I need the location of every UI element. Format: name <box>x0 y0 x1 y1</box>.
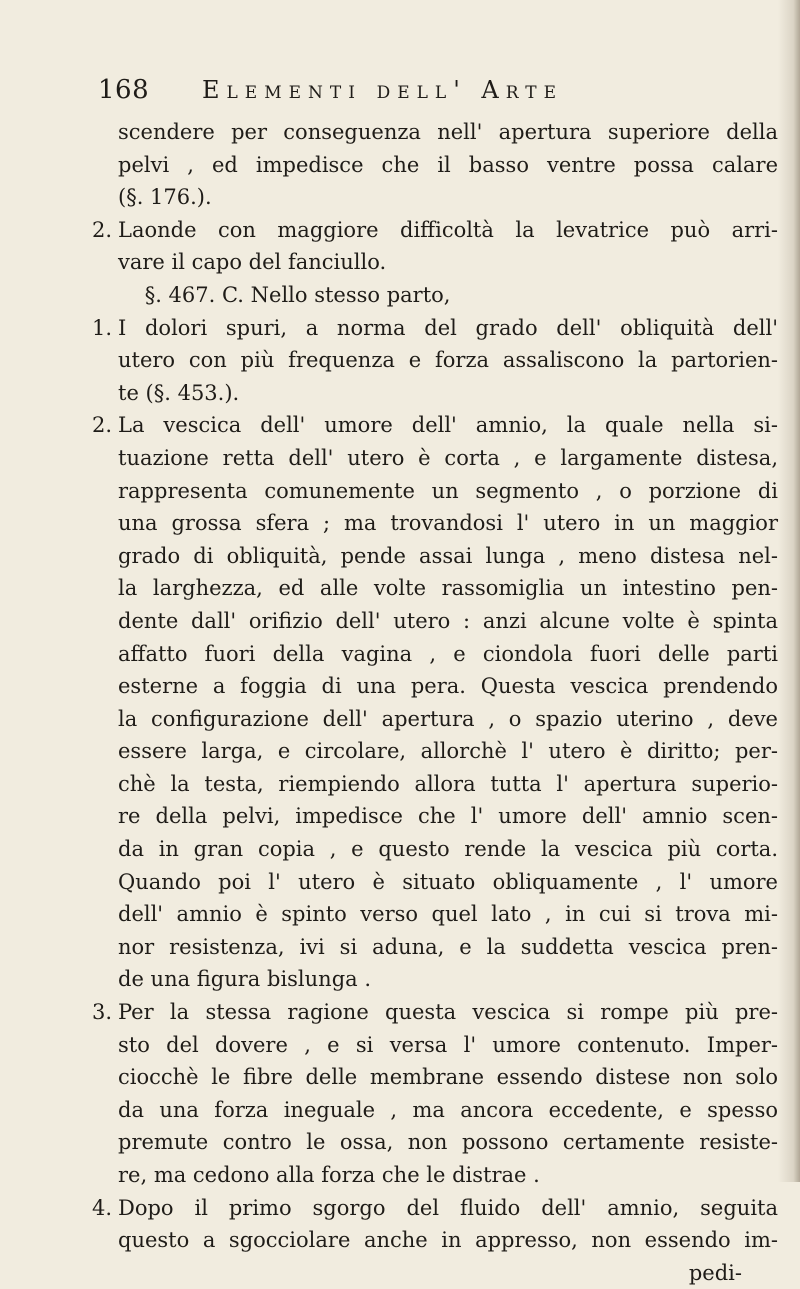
text-line <box>118 703 778 736</box>
line-text: affatto fuori della vagina , e ciondola fuori delle parti <box>118 641 778 666</box>
paragraph-number: 2. <box>92 413 113 438</box>
line-text: te (§. 453.). <box>118 380 240 405</box>
line-text: la larghezza, ed alle volte rassomiglia un intestino pen- <box>118 576 778 601</box>
text-line <box>92 214 778 247</box>
line-text: rappresenta comunemente un segmento , o porzione di <box>118 478 778 503</box>
line-text: esterne a foggia di una pera. Questa vescica prendendo <box>118 674 778 699</box>
text-line <box>118 931 778 964</box>
line-text: de una figura bislunga . <box>118 967 372 992</box>
line-text: (§. 176.). <box>118 185 212 210</box>
text-line <box>118 670 778 703</box>
text-line <box>118 507 778 540</box>
line-text: vare il capo del fanciullo. <box>118 250 387 275</box>
text-line <box>118 572 778 605</box>
line-text: pelvi , ed impedisce che il basso ventre possa calare <box>118 152 778 177</box>
line-text: Dopo il primo sgorgo del fluido dell' amnio, seguita <box>118 1195 778 1220</box>
text-line <box>118 768 778 801</box>
text-line <box>118 1029 778 1062</box>
line-text: Laonde con maggiore difficoltà la levatrice può arri- <box>118 217 778 242</box>
text-line <box>118 246 778 279</box>
line-text: Quando poi l' utero è situato obliquamente , l' umore <box>118 869 778 894</box>
text-line <box>118 1126 778 1159</box>
text-line <box>118 638 778 671</box>
line-text: dell' amnio è spinto verso quel lato , in cui si trova mi- <box>118 902 778 927</box>
text-line <box>118 442 778 475</box>
text-line <box>92 1192 778 1225</box>
paragraph-number: 2. <box>92 217 113 242</box>
text-line <box>118 344 778 377</box>
text-line <box>92 996 778 1029</box>
line-text: grado di obliquità, pende assai lunga , meno distesa nel- <box>118 543 778 568</box>
text-line <box>118 866 778 899</box>
running-title: Elementi dell' Arte <box>202 76 564 104</box>
line-text: sto del dovere , e si versa l' umore contenuto. Imper- <box>118 1032 778 1057</box>
page-header <box>98 70 618 110</box>
page-number: 168 <box>98 75 150 105</box>
line-text: dente dall' orifizio dell' utero : anzi alcune volte è spinta <box>118 608 778 633</box>
text-line <box>118 1159 778 1192</box>
text-line <box>92 409 778 442</box>
line-text: questo a sgocciolare anche in appresso, non essendo im- <box>118 1228 778 1253</box>
line-text: scendere per conseguenza nell' apertura superiore della <box>118 120 778 144</box>
line-text: I dolori spuri, a norma del grado dell' obliquità dell' <box>118 315 778 340</box>
line-text: re, ma cedono alla forza che le distrae . <box>118 1163 540 1187</box>
text-line <box>118 800 778 833</box>
line-text: premute contro le ossa, non possono certamente resiste- <box>118 1130 778 1155</box>
text-line <box>118 540 778 573</box>
text-line <box>118 963 778 996</box>
text-line <box>118 149 778 182</box>
body-text <box>92 116 778 1289</box>
paragraph-number: 3. <box>92 1000 113 1025</box>
text-line <box>118 475 778 508</box>
line-text: §. 467. C. Nello stesso parto, <box>118 282 451 307</box>
line-text: ciocchè le fibre delle membrane essendo distese non solo <box>118 1065 778 1090</box>
text-line <box>118 735 778 768</box>
line-text: nor resistenza, ivi si aduna, e la suddetta vescica pren- <box>118 934 778 959</box>
paragraph-number: 1. <box>92 315 113 340</box>
paragraph-number: 4. <box>92 1195 113 1220</box>
text-line <box>118 116 778 149</box>
catchword: pedi- <box>688 1260 742 1285</box>
line-text: da una forza ineguale , ma ancora eccedente, e spesso <box>118 1097 778 1122</box>
line-text: utero con più frequenza e forza assaliscono la partorien- <box>118 348 778 373</box>
text-line <box>118 181 778 214</box>
line-text: da in gran copia , e questo rende la vescica più corta. <box>118 837 778 862</box>
line-text: una grossa sfera ; ma trovandosi l' utero in un maggior <box>118 511 778 536</box>
text-line <box>118 833 778 866</box>
text-line <box>118 1061 778 1094</box>
line-text: tuazione retta dell' utero è corta , e largamente distesa, <box>118 445 778 470</box>
line-text: essere larga, e circolare, allorchè l' utero è diritto; per- <box>118 739 778 764</box>
line-text: chè la testa, riempiendo allora tutta l' apertura superio- <box>118 771 778 796</box>
line-text: la configurazione dell' apertura , o spazio uterino , deve <box>118 706 778 731</box>
text-line <box>118 279 778 312</box>
text-line <box>118 1224 778 1257</box>
line-text: re della pelvi, impedisce che l' umore dell' amnio scen- <box>118 804 778 829</box>
text-line <box>92 312 778 345</box>
text-line <box>118 1094 778 1127</box>
line-text: La vescica dell' umore dell' amnio, la quale nella si- <box>118 413 778 438</box>
text-line <box>118 898 778 931</box>
text-line <box>118 605 778 638</box>
page-edge-shadow <box>778 0 800 1182</box>
line-text: Per la stessa ragione questa vescica si rompe più pre- <box>118 1000 778 1025</box>
text-line <box>118 377 778 410</box>
